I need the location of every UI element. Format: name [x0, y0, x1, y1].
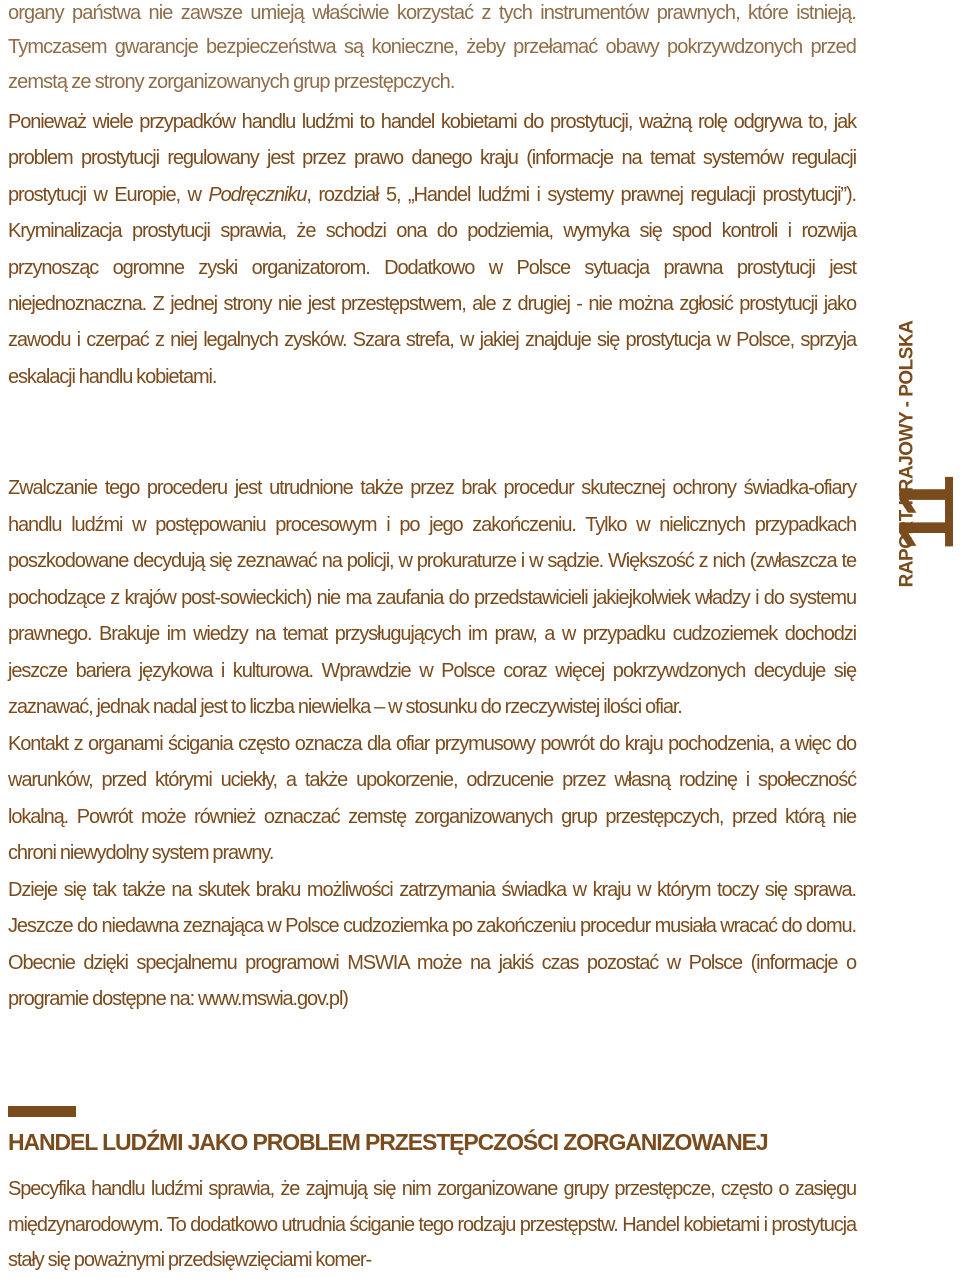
- prostitution-paragraph-part-2: , rozdział 5, „Handel ludźmi i systemy prawnej regulacji prostytucji”). Kryminalizacja prostytucji sprawia, że schodzi ona do podziemia, wymyka się spod kontroli i rozwija przynosząc ogromne zyski organizatorom. Dodatkowo w Polsce sytuacja prawna prostytucji jest niejednoznaczna. Z jednej strony nie jest przestępstwem, ale z drugiej - nie można zgłosić prostytucji jako zawodu i czerpać z niej legalnych zysków. Szara strefa, w jakiej znajduje się prostytucja w Polsce, sprzyja eskalacji handlu kobietami.: [8, 183, 857, 388]
- mswia-program-paragraph: Dzieje się tak także na skutek braku możliwości zatrzymania świadka w kraju w którym toczy się sprawa. Jeszcze do niedawna zeznająca w Polsce cudzoziemka po zakończeniu procedur musiała wracać do domu. Obecnie dzięki specjalnemu programowi MSWIA może na jakiś czas pozostać w Polsce (informacje o programie dostępne na: www.mswia.gov.pl): [8, 878, 856, 1010]
- section-heading: HANDEL LUDŹMI JAKO PROBLEM PRZESTĘPCZOŚCI ZORGANIZOWANEJ: [8, 1129, 768, 1155]
- organized-crime-block: [8, 1172, 856, 1279]
- handbook-reference: Podręczniku: [208, 183, 307, 206]
- chapter-number: 11: [882, 480, 970, 552]
- prostitution-paragraph: [8, 104, 856, 395]
- organized-crime-paragraph: Specyfika handlu ludźmi sprawia, że zajmują się nim zorganizowane grupy przestępcze, często o zasięgu międzynarodowym. To dodatkowo utrudnia ściganie tego rodzaju przestępstw. Handel kobietami i prostytucja stały się poważnymi przedsięwzięciami komer-: [8, 1178, 856, 1272]
- side-marker: [878, 226, 970, 588]
- intro-paragraph-block: [8, 0, 856, 99]
- intro-paragraph: organy państwa nie zawsze umieją właściwie korzystać z tych instrumentów prawnych, które istnieją. Tymczasem gwarancje bezpieczeństwa są konieczne, żeby przełamać obawy pokrzywdzonych przed zemstą ze strony zorganizowanych grup przestępczych.: [8, 2, 856, 93]
- witness-protection-block: [8, 470, 856, 1018]
- prostitution-paragraph-part-1: Ponieważ wiele przypadków handlu ludźmi to handel kobietami do prostytucji, ważną rolę odgrywa to, jak problem prostytucji regulowany jest przez prawo danego kraju (informacje na temat systemów regulacji prostytucji w Europie, w: [8, 111, 856, 206]
- witness-protection-paragraph: Zwalczanie tego procederu jest utrudnione także przez brak procedur skutecznej ochrony świadka-ofiary handlu ludźmi w postępowaniu procesowym i po jego zakończeniu. Tylko w nielicznych przypadkach poszkodowane decydują się zeznawać na policji, w prokuraturze i w sądzie. Większość z nich (zwłaszcza te pochodzące z krajów post-sowieckich) nie ma zaufania do przedstawicieli jakiejkolwiek władzy i do systemu prawnego. Brakuje im wiedzy na temat przysługujących im praw, a w przypadku cudzoziemek dochodzi jeszcze bariera językowa i kulturowa. Wprawdzie w Polsce coraz więcej pokrzywdzonych decyduje się zaznawać, jednak nadal jest to liczba niewielka – w stosunku do rzeczywistej ilości ofiar.: [8, 477, 856, 718]
- prostitution-paragraph-block: [8, 104, 856, 395]
- report-label: RAPORT KRAJOWY - POLSKA: [896, 320, 918, 588]
- section-heading-bar: [8, 1106, 76, 1117]
- law-enforcement-paragraph: Kontakt z organami ścigania często oznacza dla ofiar przymusowy powrót do kraju pochodzenia, a więc do warunków, przed którymi uciekły, a także upokorzenie, odrzucenie przez własną rodzinę i społeczność lokalną. Powrót może również oznaczać zemstę zorganizowanych grup przestępczych, przed którą nie chroni niewydolny system prawny.: [8, 732, 856, 864]
